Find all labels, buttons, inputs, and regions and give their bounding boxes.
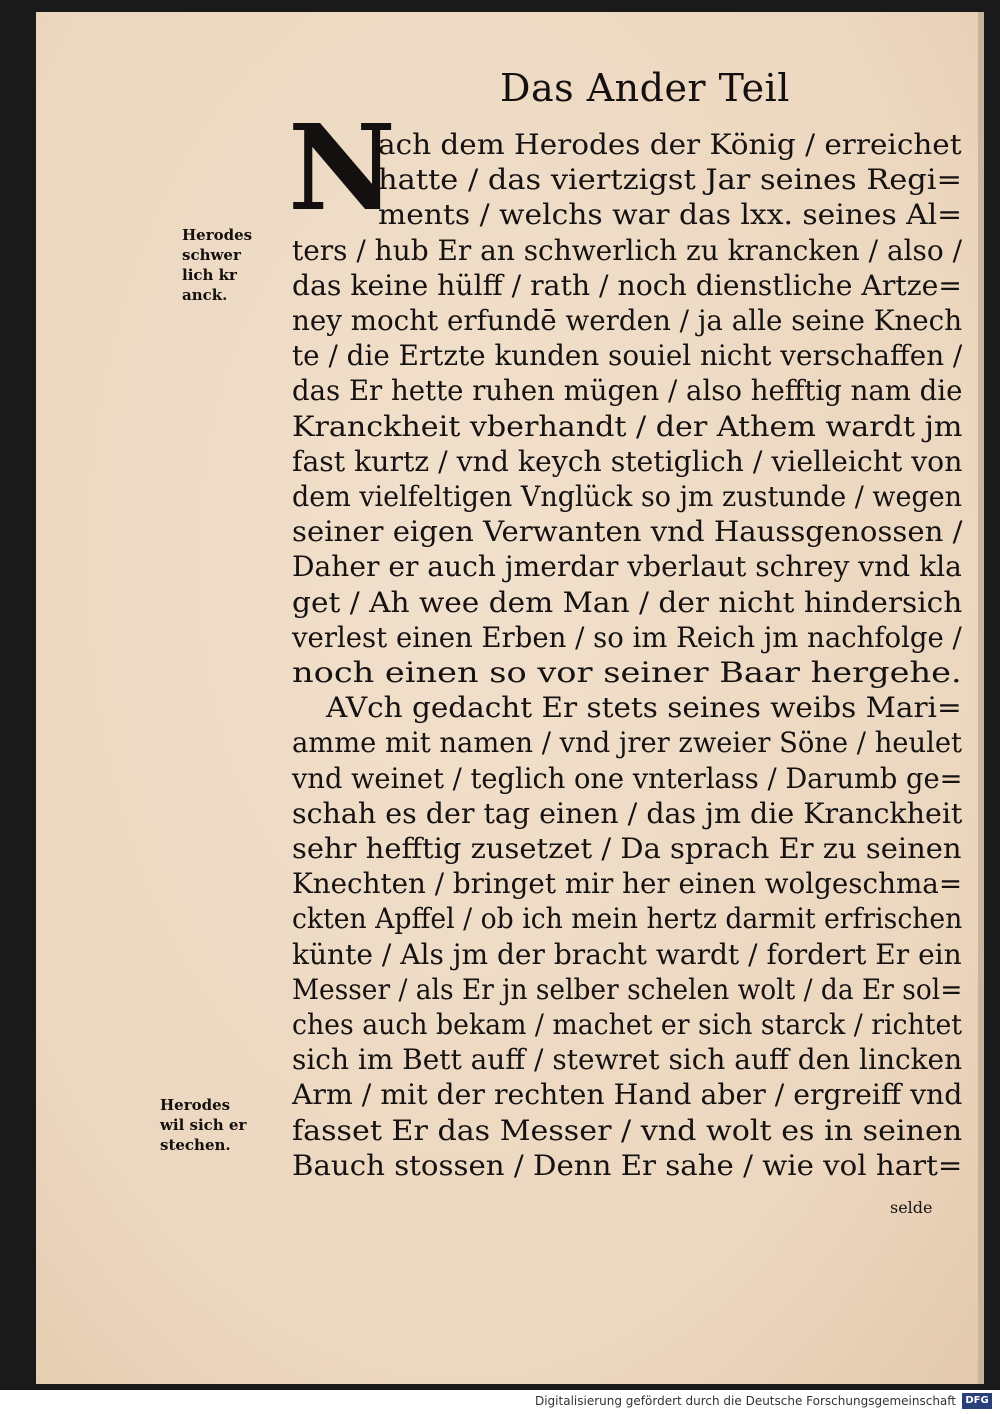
text-line: ach dem Herodes der König / erreichet — [378, 128, 962, 161]
text-line: vnd weinet / teglich one vnterlass / Darumb ge= — [292, 761, 963, 795]
text-line: hatte / das viertzigst Jar seines Regi= — [378, 163, 963, 197]
margin-note-line: schwer — [182, 246, 241, 264]
text-line: ters / hub Er an schwerlich zu krancken / also / — [292, 233, 963, 267]
margin-note-line: lich kr — [182, 266, 237, 284]
footer-credit: Digitalisierung gefördert durch die Deutsche Forschungsgemeinschaft — [534, 1394, 956, 1408]
text-line: verlest einen Erben / so im Reich jm nachfolge / — [292, 620, 962, 654]
catchword: selde — [890, 1198, 933, 1217]
text-line: dem vielfeltigen Vnglück so jm zustunde / wegen — [292, 480, 963, 513]
text-line: künte / Als jm der bracht wardt / fordert Er ein — [292, 937, 962, 971]
text-line: Arm / mit der rechten Hand aber / ergreiff vnd — [292, 1078, 963, 1112]
text-line: ckten Apffel / ob ich mein hertz darmit erfrischen — [292, 902, 963, 936]
text-line: das Er hette ruhen mügen / also hefftig nam die — [292, 374, 963, 408]
text-line: get / Ah wee dem Man / der nicht hindersich — [292, 585, 963, 619]
text-line: Knechten / bringet mir her einen wolgeschma= — [292, 867, 963, 901]
text-line: sich im Bett auff / stewret sich auff den lincken — [292, 1043, 963, 1077]
text-line: noch einen so vor seiner Baar hergehe. — [292, 656, 962, 689]
text-line: AVch gedacht Er stets seines weibs Mari= — [326, 691, 962, 725]
text-line: sehr hefftig zusetzet / Da sprach Er zu seinen — [292, 832, 962, 865]
margin-note-line: stechen. — [160, 1136, 231, 1154]
text-line: das keine hülff / rath / noch dienstliche Artze= — [292, 268, 962, 302]
text-line: ments / welchs war das lxx. seines Al= — [378, 198, 963, 232]
margin-note-line: Herodes — [160, 1096, 231, 1114]
margin-note-line: Herodes — [182, 226, 253, 244]
text-line: Bauch stossen / Denn Er sahe / wie vol hart= — [292, 1148, 963, 1182]
text-line: ney mocht erfundē werden / ja alle seine Knech — [292, 304, 963, 337]
text-line: Messer / als Er jn selber schelen wolt / da Er sol= — [292, 972, 963, 1006]
decorated-initial: N — [288, 98, 396, 237]
text-line: Daher er auch jmerdar vberlaut schrey vnd kla — [292, 550, 962, 584]
text-line: amme mit namen / vnd jrer zweier Söne / heulet — [292, 726, 963, 760]
running-head: Das Ander Teil — [500, 66, 790, 110]
text-line: te / die Ertzte kunden souiel nicht verschaffen / — [292, 339, 963, 373]
page-edge — [978, 12, 984, 1384]
margin-note-line: wil sich er — [160, 1116, 247, 1134]
text-line: seiner eigen Verwanten vnd Haussgenossen / — [292, 515, 963, 549]
text-line: fast kurtz / vnd keych stetiglich / vielleicht von — [292, 444, 963, 478]
dfg-logo: DFG — [962, 1393, 992, 1409]
text-line: fasset Er das Messer / vnd wolt es in seinen — [292, 1113, 963, 1147]
text-line: ches auch bekam / machet er sich starck / richtet — [292, 1008, 963, 1041]
text-line: schah es der tag einen / das jm die Kranckheit — [292, 796, 963, 830]
text-line: Kranckheit vberhandt / der Athem wardt jm — [292, 409, 963, 443]
margin-note-line: anck. — [182, 286, 228, 304]
